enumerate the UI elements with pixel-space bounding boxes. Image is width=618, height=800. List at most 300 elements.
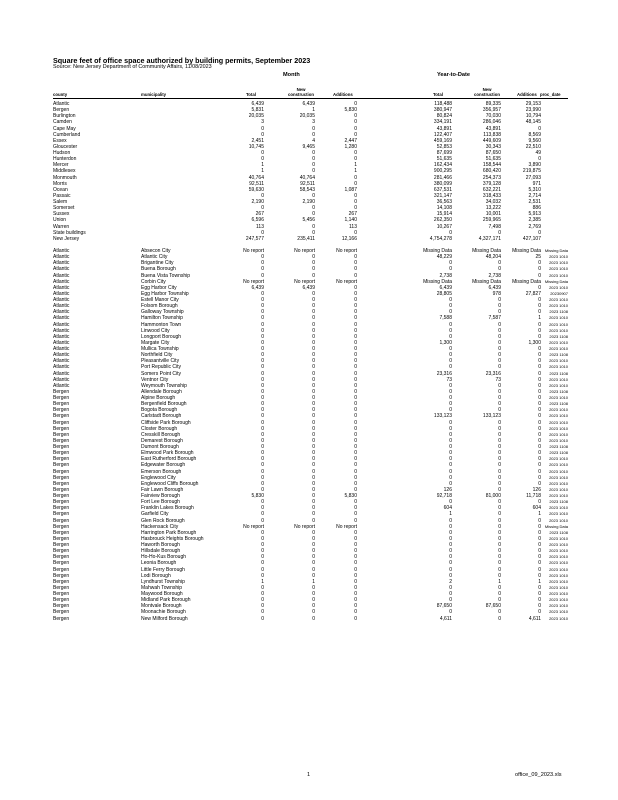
ytd-new-cell: 0 <box>498 395 501 401</box>
month-new-cell: 2,190 <box>302 199 315 205</box>
ytd-new-cell: 0 <box>498 407 501 414</box>
month-new-cell: 0 <box>312 493 315 499</box>
ytd-total-cell: 52,853 <box>436 143 452 150</box>
municipality-cell: Glen Rock Borough <box>141 517 185 524</box>
ytd-total-cell: 0 <box>449 382 452 389</box>
municipality-cell: Moonachie Borough <box>141 609 186 616</box>
month-total-cell: 0 <box>261 125 264 132</box>
ytd-additions-cell: 27,093 <box>525 174 541 181</box>
month-additions-cell: 0 <box>354 254 357 261</box>
ytd-new-cell: 0 <box>498 517 501 524</box>
data-table <box>53 101 568 622</box>
month-additions-cell: 0 <box>354 150 357 156</box>
month-new-cell: 9,465 <box>302 143 315 150</box>
month-total-cell: 5,831 <box>251 107 264 114</box>
month-additions-cell: 0 <box>354 425 357 432</box>
ytd-additions-cell: 8,569 <box>528 131 541 138</box>
ytd-total-cell: 0 <box>449 474 452 481</box>
county-cell: Hudson <box>53 150 71 156</box>
ytd-total-cell: 0 <box>449 462 452 469</box>
county-cell: Atlantic <box>53 321 70 328</box>
ytd-additions-cell: 2,531 <box>528 199 541 205</box>
month-total-cell: 0 <box>261 229 264 236</box>
month-new-cell: 0 <box>312 511 315 518</box>
month-new-cell: 0 <box>312 376 315 383</box>
ytd-additions-cell: 0 <box>538 444 541 450</box>
proc-date-cell: 2023 1010 <box>549 431 568 437</box>
month-additions-cell: 0 <box>354 388 357 395</box>
ytd-total-cell: 126 <box>443 486 452 493</box>
month-additions-cell: 1 <box>354 162 357 169</box>
month-total-cell: No report <box>243 248 264 254</box>
month-additions-cell: 5,830 <box>344 493 357 499</box>
municipality-cell: Absecon City <box>141 248 171 254</box>
ytd-total-cell: 0 <box>449 395 452 401</box>
proc-date-cell: 2023 1010 <box>549 266 568 272</box>
month-new-cell: 0 <box>312 609 315 616</box>
month-total-cell: 0 <box>261 529 264 536</box>
county-cell: Atlantic <box>53 370 70 377</box>
county-cell: Atlantic <box>53 364 70 371</box>
month-additions-cell: 0 <box>354 156 357 163</box>
ytd-total-cell: 0 <box>449 542 452 548</box>
ytd-new-cell: 6,439 <box>488 284 501 291</box>
month-additions-cell: 1,087 <box>344 186 357 193</box>
ytd-new-cell: 318,433 <box>482 192 501 199</box>
proc-date-cell: 2023 1010 <box>549 566 568 572</box>
month-total-cell: 0 <box>261 388 264 395</box>
ytd-new-cell: 0 <box>498 450 501 457</box>
month-total-cell: 0 <box>261 480 264 487</box>
month-new-cell: 0 <box>312 168 315 175</box>
month-total-cell: 1 <box>261 168 264 175</box>
proc-date-cell: Missing Data <box>544 248 568 253</box>
ytd-new-cell: 23,316 <box>485 370 501 377</box>
ytd-new-cell: 0 <box>498 419 501 426</box>
county-cell: Atlantic <box>53 346 70 352</box>
ytd-additions-cell: 49 <box>535 150 541 156</box>
ytd-total-cell: 0 <box>449 358 452 365</box>
month-additions-cell: 5,830 <box>344 107 357 114</box>
ytd-total-cell: 118,488 <box>434 101 452 107</box>
file-name: office_09_2023.xls <box>515 772 562 778</box>
month-total-cell: 0 <box>261 333 264 340</box>
month-total-cell: 0 <box>261 517 264 524</box>
month-total-cell: 0 <box>261 407 264 414</box>
month-total-cell: 5,830 <box>251 493 264 499</box>
month-additions-cell: 0 <box>354 456 357 463</box>
month-total-cell: 0 <box>261 609 264 616</box>
county-cell: Sussex <box>53 211 70 218</box>
ytd-new-cell: 13,222 <box>485 205 501 212</box>
report-title: Square feet of office space authorized by building permits, September 2023 <box>53 56 311 65</box>
ytd-additions-cell: 23,990 <box>525 107 541 114</box>
month-new-cell: 0 <box>312 566 315 573</box>
month-total-cell: 0 <box>261 425 264 432</box>
county-cell: Atlantic <box>53 290 70 297</box>
month-new-cell: 0 <box>312 358 315 365</box>
ytd-total-cell: 14,108 <box>436 205 452 212</box>
ytd-additions-cell: 0 <box>538 352 541 359</box>
proc-date-cell: 2023 1010 <box>549 505 568 511</box>
month-new-cell: 0 <box>312 272 315 279</box>
month-new-cell: 0 <box>312 260 315 267</box>
ytd-additions-cell: 0 <box>538 388 541 395</box>
ytd-total-cell: 0 <box>449 468 452 475</box>
month-total-cell: 0 <box>261 156 264 163</box>
county-cell: Bergen <box>53 462 70 469</box>
month-total-cell: No report <box>243 278 264 285</box>
ytd-total-cell: 162,434 <box>433 162 452 169</box>
ytd-new-cell: 254,373 <box>482 174 501 181</box>
month-additions-cell: 113 <box>349 223 357 230</box>
month-total-cell: 0 <box>261 499 264 506</box>
ytd-additions-cell: 0 <box>538 407 541 414</box>
municipality-cell: Lyndhurst Township <box>141 578 185 585</box>
ytd-additions-cell: 886 <box>532 205 541 212</box>
ytd-total-cell: Missing Data <box>423 278 452 285</box>
municipality-cell: Hammonton Town <box>141 321 182 328</box>
county-cell: Bergen <box>53 431 70 438</box>
ytd-additions-cell: 0 <box>538 303 541 310</box>
county-cell: Bergen <box>53 107 70 114</box>
ytd-total-cell: 0 <box>449 517 452 524</box>
month-additions-cell: 0 <box>354 358 357 365</box>
county-cell: Atlantic <box>53 303 70 310</box>
ytd-additions-cell: 22,510 <box>525 143 541 150</box>
month-total-cell: 0 <box>261 615 264 622</box>
ytd-additions-cell: 0 <box>538 260 541 267</box>
month-new-cell: 0 <box>312 505 315 512</box>
municipality-cell: Linwood City <box>141 327 170 334</box>
month-additions-cell: 0 <box>354 174 357 181</box>
ytd-total-cell: 459,169 <box>433 137 452 144</box>
ytd-additions-cell: 27,827 <box>525 290 541 297</box>
month-additions-cell: 0 <box>354 542 357 548</box>
ytd-additions-cell: 0 <box>538 462 541 469</box>
ytd-additions-cell: 971 <box>532 180 541 187</box>
month-additions-cell: 0 <box>354 578 357 585</box>
proc-date-cell: 2023 1010 <box>549 493 568 498</box>
month-total-cell: 0 <box>261 266 264 273</box>
ytd-total-cell: 262,350 <box>433 217 452 224</box>
county-cell: Atlantic <box>53 260 70 267</box>
ytd-new-cell: 51,635 <box>485 156 501 163</box>
municipality-row <box>53 616 568 622</box>
county-cell: Bergen <box>53 444 70 450</box>
month-total-cell: 0 <box>261 572 264 579</box>
month-new-cell: 0 <box>312 303 315 310</box>
group-header-ytd: Year-to-Date <box>437 72 470 78</box>
county-cell: Bergen <box>53 523 70 530</box>
county-cell: Essex <box>53 137 67 144</box>
ytd-total-cell: 2 <box>449 578 452 585</box>
month-additions-cell: 0 <box>354 566 357 573</box>
month-total-cell: No report <box>243 523 264 530</box>
proc-date-cell: 2023 1010 <box>549 321 568 327</box>
month-new-cell: 0 <box>312 352 315 359</box>
county-cell: Hunterdon <box>53 156 77 163</box>
ytd-additions-cell: 9,560 <box>528 137 541 144</box>
month-new-cell: 0 <box>312 364 315 371</box>
month-new-cell: 5,456 <box>302 217 315 224</box>
county-cell: Bergen <box>53 560 70 567</box>
month-new-cell: 0 <box>312 584 315 591</box>
month-new-cell: 0 <box>312 597 315 604</box>
ytd-additions-cell: 2,769 <box>528 223 541 230</box>
month-new-cell: 0 <box>312 407 315 414</box>
ytd-new-cell: 978 <box>492 290 501 297</box>
ytd-total-cell: 80,824 <box>436 113 452 120</box>
month-total-cell: 0 <box>261 511 264 518</box>
month-new-cell: 40,764 <box>299 174 315 181</box>
ytd-additions-cell: 0 <box>538 584 541 591</box>
ytd-total-cell: 0 <box>449 566 452 573</box>
month-total-cell: 2,451 <box>251 137 264 144</box>
municipality-cell: Estell Manor City <box>141 297 179 303</box>
month-additions-cell: 1,280 <box>344 143 357 150</box>
county-cell: Atlantic <box>53 315 70 322</box>
ytd-new-cell: 81,000 <box>485 493 501 499</box>
ytd-total-cell: 0 <box>449 407 452 414</box>
ytd-additions-cell: 427,107 <box>522 235 541 242</box>
month-additions-cell: 0 <box>354 205 357 212</box>
ytd-new-cell: 0 <box>498 229 501 236</box>
ytd-new-cell: 0 <box>498 548 501 555</box>
ytd-total-cell: 43,891 <box>436 125 452 132</box>
column-header-month-new: New construction <box>287 87 315 97</box>
month-new-cell: 0 <box>312 419 315 426</box>
ytd-new-cell: 286,046 <box>482 119 501 126</box>
ytd-total-cell: 0 <box>449 309 452 316</box>
ytd-additions-cell: 5,310 <box>528 186 541 193</box>
month-additions-cell: 0 <box>354 309 357 316</box>
proc-date-cell: 2023 1010 <box>549 560 568 566</box>
month-new-cell: 0 <box>312 229 315 236</box>
county-cell: Bergen <box>53 603 70 610</box>
municipality-cell: Hillsdale Borough <box>141 548 181 555</box>
ytd-total-cell: 0 <box>449 352 452 359</box>
ytd-new-cell: 0 <box>498 535 501 542</box>
proc-date-cell: 2023 1010 <box>549 468 568 474</box>
ytd-new-cell: 0 <box>498 297 501 303</box>
proc-date-cell: Missing Data <box>544 523 568 529</box>
month-new-cell: 0 <box>312 560 315 567</box>
county-cell: Bergen <box>53 535 70 542</box>
month-new-cell: 0 <box>312 413 315 420</box>
ytd-new-cell: 632,221 <box>482 186 501 193</box>
proc-date-cell: 2023 1010 <box>549 327 568 333</box>
county-cell: Bergen <box>53 480 70 487</box>
county-cell: Bergen <box>53 450 70 457</box>
ytd-total-cell: 0 <box>449 333 452 340</box>
county-cell: Bergen <box>53 591 70 597</box>
month-total-cell: 0 <box>261 456 264 463</box>
ytd-new-cell: 4,327,171 <box>478 235 501 242</box>
month-new-cell: 0 <box>312 468 315 475</box>
ytd-total-cell: 0 <box>449 364 452 371</box>
month-additions-cell: 0 <box>354 407 357 414</box>
month-additions-cell: 12,166 <box>341 235 357 242</box>
municipality-cell: Englewood City <box>141 474 176 481</box>
ytd-new-cell: 133,123 <box>482 413 501 420</box>
month-new-cell: 0 <box>312 395 315 401</box>
ytd-additions-cell: 0 <box>538 266 541 273</box>
month-new-cell: 0 <box>312 486 315 493</box>
county-cell: Bergen <box>53 572 70 579</box>
ytd-additions-cell: 0 <box>538 346 541 352</box>
month-additions-cell: 0 <box>354 548 357 555</box>
month-new-cell: 0 <box>312 591 315 597</box>
county-cell: Bergen <box>53 437 70 444</box>
ytd-new-cell: 7,498 <box>488 223 501 230</box>
month-total-cell: 0 <box>261 290 264 297</box>
month-total-cell: 0 <box>261 382 264 389</box>
ytd-total-cell: 122,407 <box>433 131 452 138</box>
report-source: Source: New Jersey Department of Community Affairs, 11/08/2023 <box>53 64 212 70</box>
municipality-cell: Haworth Borough <box>141 542 180 548</box>
county-cell: Atlantic <box>53 254 70 261</box>
municipality-cell: Demarest Borough <box>141 437 183 444</box>
ytd-new-cell: 0 <box>498 480 501 487</box>
month-additions-cell: 0 <box>354 437 357 444</box>
ytd-total-cell: 0 <box>449 591 452 597</box>
municipality-cell: Maywood Borough <box>141 591 183 597</box>
ytd-total-cell: 0 <box>449 321 452 328</box>
ytd-additions-cell: 0 <box>538 517 541 524</box>
proc-date-cell: 2023 1108 <box>549 529 568 535</box>
month-new-cell: 0 <box>312 572 315 579</box>
municipality-cell: Alpine Borough <box>141 395 176 401</box>
ytd-total-cell: 6,439 <box>439 284 452 291</box>
ytd-new-cell: 87,650 <box>485 150 501 156</box>
ytd-additions-cell: 219,875 <box>522 168 541 175</box>
ytd-total-cell: 0 <box>449 327 452 334</box>
proc-date-cell: 2023 1010 <box>549 358 568 364</box>
ytd-new-cell: 0 <box>498 597 501 604</box>
municipality-cell: Corbin City <box>141 278 166 285</box>
month-total-cell: 0 <box>261 297 264 303</box>
proc-date-cell: 2023 1108 <box>549 352 568 358</box>
month-total-cell: 247,577 <box>245 235 264 242</box>
month-additions-cell: No report <box>336 278 357 285</box>
county-cell: Atlantic <box>53 309 70 316</box>
column-header-month-additions: Additions <box>333 92 353 97</box>
ytd-additions-cell: 0 <box>538 395 541 401</box>
ytd-additions-cell: 0 <box>538 156 541 163</box>
month-additions-cell: 0 <box>354 272 357 279</box>
month-total-cell: 3 <box>261 119 264 126</box>
ytd-additions-cell: 5,913 <box>528 211 541 218</box>
county-cell: Atlantic <box>53 376 70 383</box>
month-additions-cell: 0 <box>354 315 357 322</box>
month-new-cell: 0 <box>312 125 315 132</box>
proc-date-cell: 2023 1010 <box>549 486 568 492</box>
group-header-month: Month <box>283 72 300 78</box>
ytd-additions-cell: 48,145 <box>525 119 541 126</box>
month-total-cell: 0 <box>261 339 264 346</box>
municipality-cell: Bogota Borough <box>141 407 178 414</box>
proc-date-cell: 2023 1010 <box>549 603 568 609</box>
municipality-cell: Hackensack City <box>141 523 179 530</box>
month-total-cell: 0 <box>261 205 264 212</box>
ytd-additions-cell: 0 <box>538 535 541 542</box>
municipality-cell: Dumont Borough <box>141 444 179 450</box>
ytd-new-cell: Missing Data <box>472 248 501 254</box>
ytd-total-cell: 321,147 <box>433 192 452 199</box>
proc-date-cell: 2023 1010 <box>549 284 568 290</box>
ytd-total-cell: 0 <box>449 450 452 457</box>
ytd-new-cell: 0 <box>498 346 501 352</box>
month-additions-cell: 0 <box>354 376 357 383</box>
ytd-additions-cell: 0 <box>538 572 541 579</box>
ytd-total-cell: 0 <box>449 572 452 579</box>
month-total-cell: 1 <box>261 578 264 585</box>
ytd-total-cell: 7,588 <box>439 315 452 322</box>
ytd-new-cell: 0 <box>498 560 501 567</box>
month-new-cell: 0 <box>312 431 315 438</box>
month-total-cell: 0 <box>261 554 264 561</box>
month-additions-cell: 0 <box>354 529 357 536</box>
month-total-cell: 0 <box>261 327 264 334</box>
month-total-cell: 113 <box>256 223 264 230</box>
month-new-cell: 0 <box>312 615 315 622</box>
ytd-additions-cell: 1 <box>538 315 541 322</box>
municipality-cell: Carlstadt Borough <box>141 413 182 420</box>
municipality-cell: Folsom Borough <box>141 303 178 310</box>
ytd-additions-cell: 0 <box>538 529 541 536</box>
ytd-additions-cell: 0 <box>538 321 541 328</box>
county-cell: Atlantic <box>53 248 70 254</box>
municipality-cell: Fairview Borough <box>141 493 180 499</box>
county-cell: Atlantic <box>53 278 70 285</box>
municipality-cell: Edgewater Borough <box>141 462 186 469</box>
proc-date-cell: 2023 1010 <box>549 578 568 584</box>
county-cell: Warren <box>53 223 70 230</box>
ytd-new-cell: 34,032 <box>485 199 501 205</box>
ytd-new-cell: 356,957 <box>482 107 501 114</box>
proc-date-cell: 20230907 <box>550 290 568 296</box>
ytd-additions-cell: 0 <box>538 333 541 340</box>
ytd-additions-cell: 3,890 <box>528 162 541 169</box>
month-additions-cell: 0 <box>354 486 357 493</box>
county-cell: Union <box>53 217 67 224</box>
municipality-cell: Margate City <box>141 339 170 346</box>
month-new-cell: 0 <box>312 290 315 297</box>
ytd-additions-cell: 0 <box>538 370 541 377</box>
ytd-total-cell: 15,914 <box>436 211 452 218</box>
month-additions-cell: 0 <box>354 450 357 457</box>
county-cell: Bergen <box>53 388 70 395</box>
municipality-cell: Little Ferry Borough <box>141 566 185 573</box>
county-cell: Bergen <box>53 468 70 475</box>
ytd-new-cell: 0 <box>498 425 501 432</box>
ytd-additions-cell: 0 <box>538 542 541 548</box>
ytd-additions-cell: 25 <box>535 254 541 261</box>
month-new-cell: 1 <box>312 578 315 585</box>
month-total-cell: 0 <box>261 566 264 573</box>
month-additions-cell: 0 <box>354 131 357 138</box>
ytd-total-cell: 4,754,278 <box>429 235 452 242</box>
county-cell: Bergen <box>53 474 70 481</box>
month-new-cell: 0 <box>312 192 315 199</box>
ytd-total-cell: 0 <box>449 419 452 426</box>
month-additions-cell: 0 <box>354 101 357 107</box>
proc-date-cell: 2023 1108 <box>549 309 568 315</box>
municipality-cell: Northfield City <box>141 352 173 359</box>
county-cell: Bergen <box>53 493 70 499</box>
municipality-cell: Allendale Borough <box>141 388 182 395</box>
